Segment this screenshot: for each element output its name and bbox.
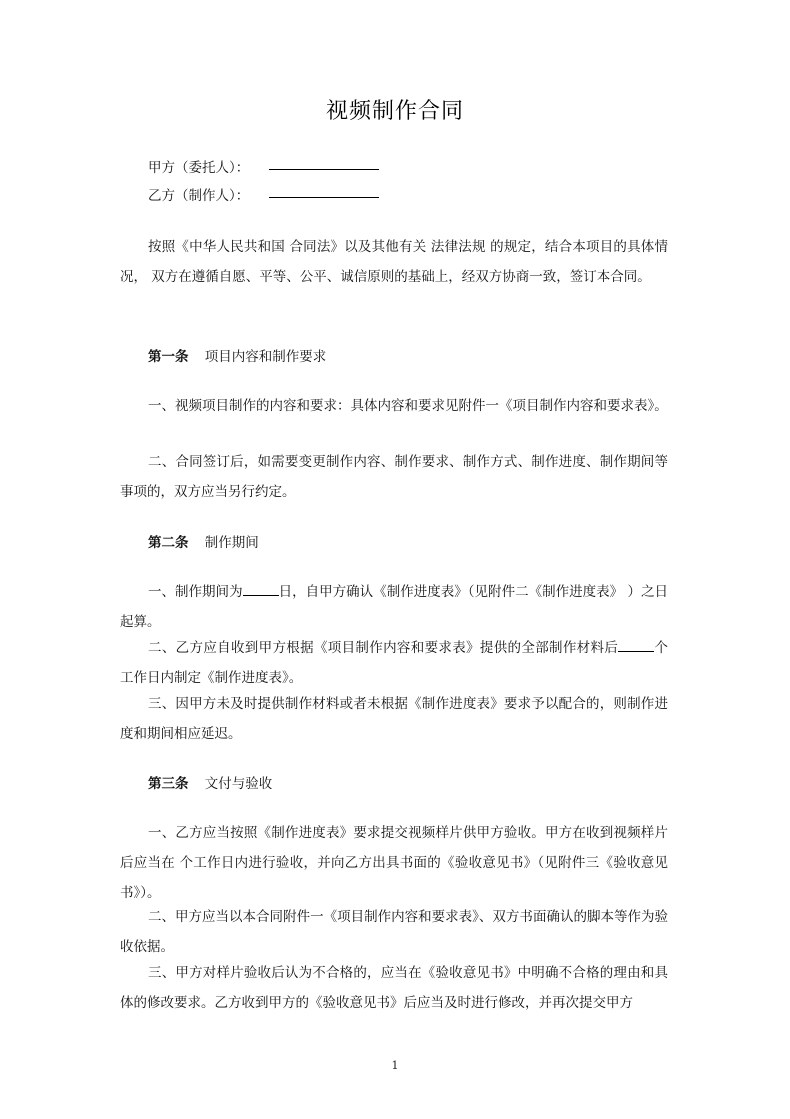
party-a-blank	[269, 169, 379, 170]
article-2-clause-1-part-a: 一、制作期间为	[148, 584, 243, 600]
article-3-clause-2: 二、甲方应当以本合同附件一《项目制作内容和要求表》、双方书面确认的脚本等作为验收依据。	[120, 909, 668, 955]
article-2-title: 制作期间	[204, 535, 259, 551]
article-2-clause-1	[120, 577, 668, 637]
article-1-heading	[148, 345, 326, 365]
article-2-clause-2-part-b: 个工作日内制定《制作进度表》。	[120, 640, 669, 686]
article-2-number: 第二条	[148, 535, 189, 551]
preamble-paragraph: 按照《中华人民共和国 合同法》以及其他有关 法律法规 的规定，结合本项目的具体情况， 双方在遵循自愿、平等、公平、诚信原则的基础上，经双方协商一致，签订本合同。	[120, 239, 668, 285]
party-b-label: 乙方（制作人）：	[148, 188, 250, 204]
article-1-number: 第一条	[148, 349, 189, 365]
article-2-clause-1-part-b: 日，自甲方确认《制作进度表》（见附件二《制作进度表》 ）之日起算。	[120, 584, 669, 630]
party-b-blank	[269, 197, 379, 198]
article-3-clause-1: 一、乙方应当按照《制作进度表》要求提交视频样片供甲方验收。甲方在收到视频样片后应当在 个工作日内进行验收，并向乙方出具书面的《验收意见书》（见附件三《验收意见书》）。	[120, 825, 668, 901]
party-a-label: 甲方（委托人）：	[148, 160, 250, 176]
article-2-clause-2	[120, 633, 668, 693]
article-3-number: 第三条	[148, 776, 189, 792]
article-1-clause-1: 一、视频项目制作的内容和要求：具体内容和要求见附件一《项目制作内容和要求表》。	[148, 398, 668, 414]
article-2-heading	[148, 531, 259, 551]
days-blank	[243, 581, 279, 596]
page-number: 1	[391, 1059, 399, 1072]
article-3-title: 文付与验收	[204, 776, 273, 792]
document-title: 视频制作合同	[325, 99, 464, 124]
article-3-heading	[148, 772, 272, 792]
article-2-clause-3: 三、因甲方未及时提供制作材料或者未根据《制作进度表》要求予以配合的，则制作进度和期间相应延迟。	[120, 696, 668, 742]
party-a-line	[148, 156, 249, 176]
article-1-clause-2: 二、合同签订后，如需要变更制作内容、制作要求、制作方式、制作进度、制作期间等事项的，双方应当另行约定。	[120, 454, 668, 500]
article-3-clause-3: 三、甲方对样片验收后认为不合格的，应当在《验收意见书》中明确不合格的理由和具体的修改要求。乙方收到甲方的《验收意见书》后应当及时进行修改，并再次提交甲方	[120, 965, 668, 1011]
article-1-title: 项目内容和制作要求	[204, 349, 327, 365]
article-2-clause-2-part-a: 二、乙方应自收到甲方根据《项目制作内容和要求表》提供的全部制作材料后	[148, 640, 619, 656]
workdays-blank	[618, 637, 654, 652]
party-b-line	[148, 184, 249, 204]
